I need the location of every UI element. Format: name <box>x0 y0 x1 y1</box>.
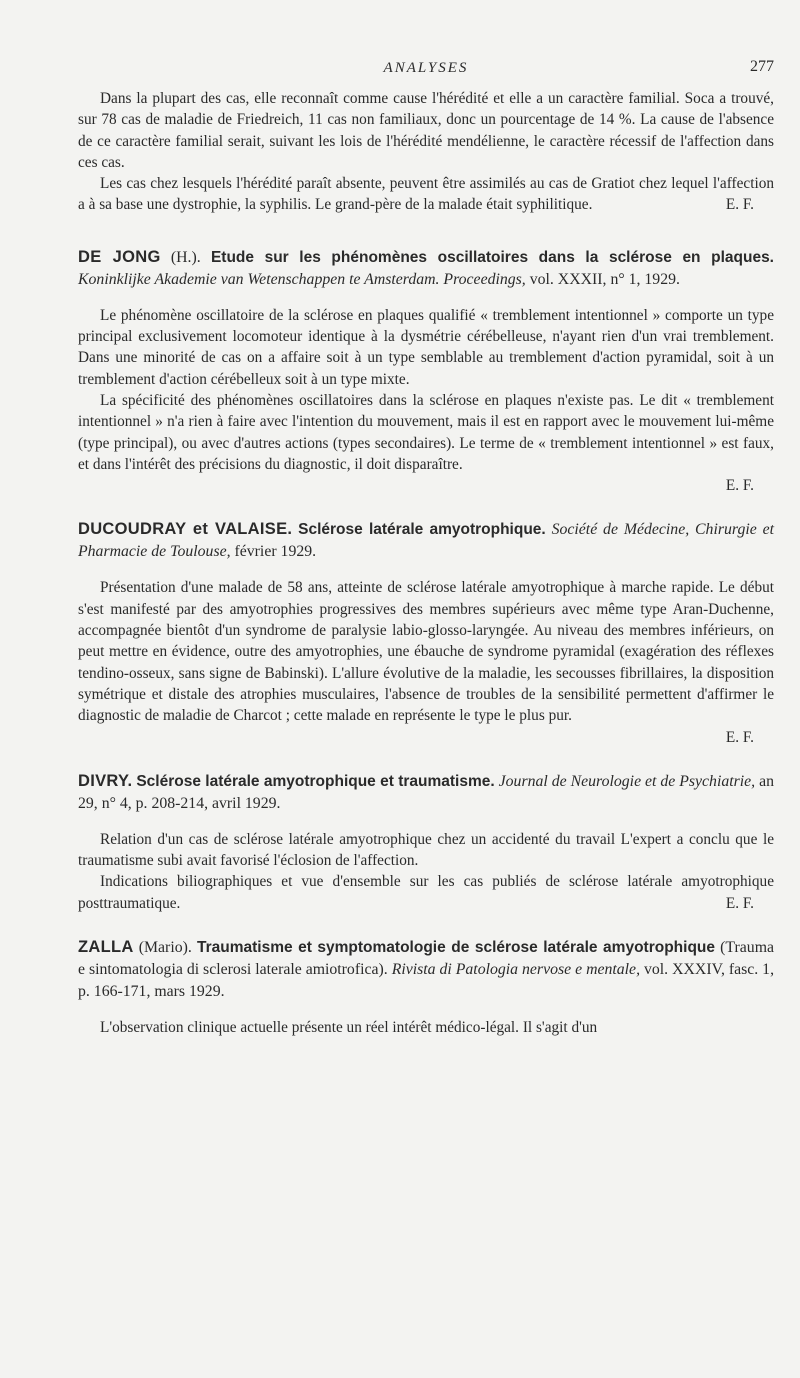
entry-signature: E. F. <box>725 728 754 746</box>
entry-heading-dejong <box>78 246 774 291</box>
entry-source: Koninklijke Akademie van Wetenschappen te Amsterdam. Proceedings, <box>78 270 526 288</box>
entry-author: DUCOUDRAY et VALAISE. <box>78 520 293 539</box>
page-number: 277 <box>750 58 774 75</box>
entry-paragraph: Le phénomène oscillatoire de la sclérose en plaques qualifié « tremblement intentionnel » comporte un type principal exclusivement locomoteur identique à la dysmétrie cérébelleuse, n'ayant rien d'un vrai tremblement. Dans une minorité de cas on a affaire soit à un type semblable au tremblement d'action pyramidal, soit à un tremblement d'action cérébelleux soit à un type mixte. <box>78 306 774 388</box>
entry-paragraph: La spécificité des phénomènes oscillatoires dans la sclérose en plaques n'existe pas. Le dit « tremblement intentionnel » n'a rien à faire avec l'intention du mouvement, mais il est en rapport avec le mouvement lui-même (type principal), ou avec d'autres actions (types secondaires). Le terme de « tremblement intentionnel » est faux, et dans l'intérêt des précisions du diagnostic, il doit disparaître. <box>78 391 774 473</box>
intro-paragraph-2: Les cas chez lesquels l'hérédité paraît absente, peuvent être assimilés au cas de Gratiot chez lequel l'affection a à sa base une dystrophie, la syphilis. Le grand-père de la malade était syphilitique. E. F. <box>78 173 774 216</box>
entry-heading-zalla <box>78 936 774 1003</box>
entry-author: ZALLA <box>78 938 134 957</box>
entry-heading-ducoudray <box>78 518 774 563</box>
entry-source: Journal de Neurologie et de Psychiatrie, <box>498 772 756 790</box>
entry-author-suffix: (H.). <box>170 248 201 266</box>
entry-author-suffix: (Mario). <box>138 939 192 957</box>
entry-heading-divry <box>78 770 774 815</box>
intro-paragraph-1: Dans la plupart des cas, elle reconnaît comme cause l'hérédité et elle a un caractère familial. Soca a trouvé, sur 78 cas de maladie de Friedreich, 11 cas non familiaux, donc un pourcentage de 14 %. La cause de l'absence de ce caractère familial serait, suivant les lois de l'hérédité mendélienne, le caractère récessif de l'affection dans ces cas. <box>78 90 774 171</box>
entry-author: DIVRY. <box>78 771 133 790</box>
entry-details: février 1929. <box>234 543 317 561</box>
entry-paragraph: Relation d'un cas de sclérose latérale amyotrophique chez un accidenté du travail L'expert a conclu que le traumatisme subi avait favorisé l'éclosion de l'affection. <box>78 830 774 870</box>
entry-details: an 29, n° 4, p. 208-214, avril 1929. <box>78 772 775 812</box>
entry-title: Sclérose latérale amyotrophique. <box>298 521 546 539</box>
entry-details: vol. XXXII, n° 1, 1929. <box>529 270 680 288</box>
entry-source: Rivista di Patologia nervose e mentale, <box>391 961 641 979</box>
entry-title: Etude sur les phénomènes oscillatoires dans la sclérose en plaques. <box>210 248 774 266</box>
entry-paragraph: Indications biliographiques et vue d'ensemble sur les cas publiés de sclérose latérale amyotrophique posttraumatique. E. F. <box>78 871 774 914</box>
entry-title: Sclérose latérale amyotrophique et traumatisme. <box>136 772 495 790</box>
entry-paragraph: L'observation clinique actuelle présente un réel intérêt médico-légal. Il s'agit d'un <box>100 1019 598 1037</box>
entry-author: DE JONG <box>78 247 161 266</box>
entry-signature: E. F. <box>725 477 754 495</box>
entry-signature: E. F. <box>725 894 754 912</box>
entry-source: Société de Médecine, Chirurgie et Pharmacie de Toulouse, <box>78 521 774 561</box>
running-title: ANALYSES <box>383 60 469 76</box>
entry-translation: (Trauma e sintomatologia di sclerosi laterale amiotrofica). <box>78 939 774 979</box>
entry-details: vol. XXXIV, fasc. 1, p. 166-171, mars 1929. <box>78 961 775 1001</box>
entry-paragraph: Présentation d'une malade de 58 ans, atteinte de sclérose latérale amyotrophique à marche rapide. Le début s'est manifesté par des amyotrophies progressives des membres supérieurs avec même type Aran-Duchenne, accompagnée bientôt d'un syndrome de paralysie labio-glosso-laryngée. Au niveau des membres inférieurs, on peut mettre en évidence, outre des amyotrophies, une ébauche de syndrome pyramidal (exagération des réflexes tendino-osseux, sans signe de Babinski). L'allure évolutive de la maladie, les secousses fibrillaires, la disposition symétrique et distale des atrophies musculaires, l'absence de troubles de la sensibilité permettent d'affirmer le diagnostic de maladie de Charcot ; cette malade en représente le type le plus pur. <box>78 579 774 725</box>
running-head <box>78 50 774 88</box>
intro-signature: E. F. <box>725 196 754 214</box>
entry-title: Traumatisme et symptomatologie de sclérose latérale amyotrophique <box>196 939 716 957</box>
